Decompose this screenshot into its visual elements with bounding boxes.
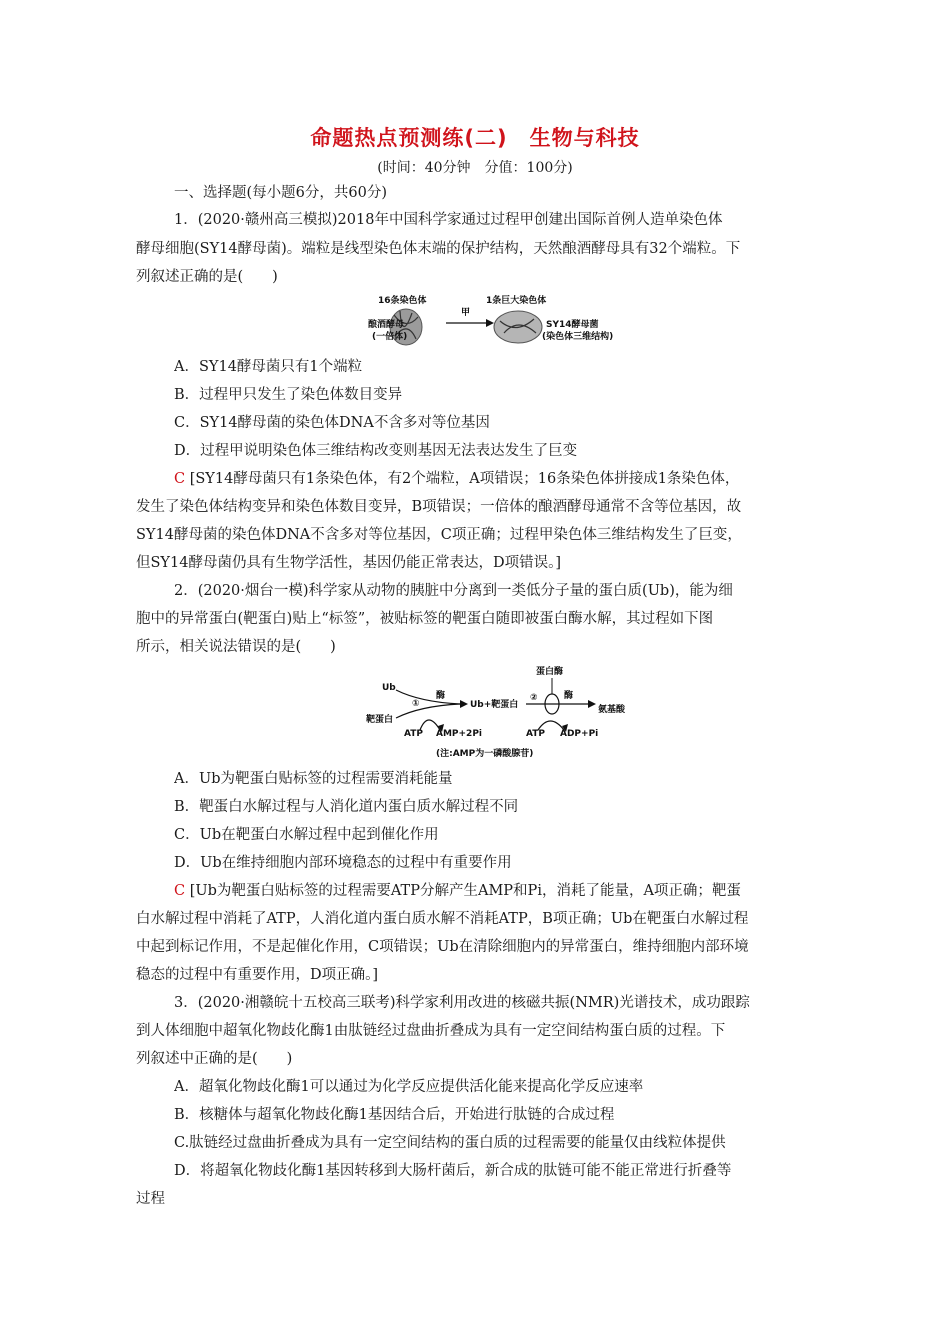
fig2-enzyme2-label: 酶 [564,691,574,701]
q1-stem-line: 1．(2020·赣州高三模拟)2018年中国科学家通过过程甲创建出国际首例人造单染色体 [174,212,723,228]
fig1-right-label2: (染色体三维结构) [542,332,614,342]
q3-option-d-continuation: 过程 [136,1191,165,1207]
fig1-right-top-label: 1条巨大染色体 [486,296,547,306]
q2-answer: C [174,883,186,899]
q3-option-c: C.肽链经过盘曲折叠成为具有一定空间结构的蛋白质的过程需要的能量仅由线粒体提供 [174,1135,726,1151]
q2-explanation-line: 中起到标记作用，不是起催化作用，C项错误；Ub在清除细胞内的异常蛋白，维持细胞内部环境 [136,939,749,955]
process-arrow-icon [446,319,494,327]
q1-stem-line: 列叙述正确的是( ) [136,269,278,285]
fig2-amp-label: AMP+2Pi [436,729,483,739]
q2-explanation-line: 白水解过程中消耗了ATP，人消化道内蛋白质水解不消耗ATP，B项正确；Ub在靶蛋白水解过程 [136,911,749,927]
fig2-protease-label: 蛋白酶 [536,667,564,677]
fig2-amino-label: 氨基酸 [598,705,626,715]
q3-option-a: A．超氧化物歧化酶1可以通过为化学反应提供活化能来提高化学反应速率 [174,1079,644,1095]
q2-stem-line: 所示，相关说法错误的是( ) [136,639,336,655]
q2-option-b: B．靶蛋白水解过程与人消化道内蛋白质水解过程不同 [174,799,519,815]
q1-answer: C [174,471,186,487]
q3-stem-line: 3．(2020·湘赣皖十五校高三联考)科学家利用改进的核磁共振(NMR)光谱技术，成功跟踪 [174,995,750,1011]
q3-stem-line: 到人体细胞中超氧化物歧化酶1由肽链经过盘曲折叠成为具有一定空间结构蛋白质的过程。下 [136,1023,726,1039]
q2-option-c: C．Ub在靶蛋白水解过程中起到催化作用 [174,827,439,843]
q2-explanation-line: 稳态的过程中有重要作用，D项正确。] [136,967,379,983]
fig2-adp-label: ADP+Pi [560,729,599,739]
q2-option-a: A．Ub为靶蛋白贴标签的过程需要消耗能量 [174,771,453,787]
q2-explanation-line [174,881,826,901]
fig1-left-top-label: 16条染色体 [378,296,427,306]
q1-explanation-line: 发生了染色体结构变异和染色体数目变异，B项错误；一倍体的酿酒酵母通常不含等位基因，故 [136,499,742,515]
fig2-product-label: Ub+靶蛋白 [470,700,519,710]
q1-explanation-text: [SY14酵母菌只有1条染色体，有2个端粒，A项错误；16条染色体拼接成1条染色体， [189,471,740,487]
fig2-target-label: 靶蛋白 [366,715,394,725]
q1-option-a: A．SY14酵母菌只有1个端粒 [174,359,363,375]
q1-explanation-line: SY14酵母菌的染色体DNA不含多对等位基因，C项正确；过程甲染色体三维结构发生了巨变， [136,527,742,543]
fig2-atp2-label: ATP [526,729,546,739]
fig2-step1: ① [412,699,420,709]
fig1-left-label2: (一倍体) [372,332,408,342]
fig1-right-label1: SY14酵母菌 [546,320,599,330]
q2-explanation-text: [Ub为靶蛋白贴标签的过程需要ATP分解产生AMP和Pi，消耗了能量，A项正确；靶蛋 [189,883,741,899]
fig2-atp1-label: ATP [404,729,424,739]
q3-stem-line: 列叙述中正确的是( ) [136,1051,293,1067]
fig2-enzyme1-label: 酶 [436,691,446,701]
q3-option-b: B．核糖体与超氧化物歧化酶1基因结合后，开始进行肽链的合成过程 [174,1107,615,1123]
q1-option-c: C．SY14酵母菌的染色体DNA不含多对等位基因 [174,415,490,431]
q1-stem-line: 酵母细胞(SY14酵母菌)。端粒是线型染色体末端的保护结构，天然酿酒酵母具有32个端粒。下 [136,241,741,257]
q3-option-d: D．将超氧化物歧化酶1基因转移到大肠杆菌后，新合成的肽链可能不能正常进行折叠等 [174,1163,732,1179]
q2-stem-line: 胞中的异常蛋白(靶蛋白)贴上“标签”，被贴标签的靶蛋白随即被蛋白酶水解，其过程如下图 [136,611,714,627]
fig1-arrow-label: 甲 [461,308,471,318]
q1-option-d: D．过程甲说明染色体三维结构改变则基因无法表达发生了巨变 [174,443,578,459]
section-heading: 一、选择题(每小题6分，共60分) [174,185,387,201]
reaction-arrow-icon [396,690,468,732]
q2-figure [360,660,660,760]
fig2-ub-label: Ub [382,683,396,693]
q1-option-b: B．过程甲只发生了染色体数目变异 [174,387,403,403]
page-title: 命题热点预测练(二) 生物与科技 [310,126,640,150]
page-subtitle: (时间：40分钟 分值：100分) [377,160,573,176]
fig2-step2: ② [530,693,538,703]
fig2-note: (注:AMP为一磷酸腺苷) [436,749,534,759]
q2-stem-line: 2．(2020·烟台一模)科学家从动物的胰脏中分离到一类低分子量的蛋白质(Ub)，能为细 [174,583,733,599]
q1-figure [366,291,636,349]
protease-arrow-icon [526,678,596,732]
q1-explanation-line [174,469,826,489]
sy14-yeast-cell-icon [494,311,542,343]
fig1-left-label1: 酿酒酵母 [368,320,405,330]
q2-option-d: D．Ub在维持细胞内部环境稳态的过程中有重要作用 [174,855,512,871]
q1-explanation-line: 但SY14酵母菌仍具有生物学活性，基因仍能正常表达，D项错误。] [136,555,561,571]
